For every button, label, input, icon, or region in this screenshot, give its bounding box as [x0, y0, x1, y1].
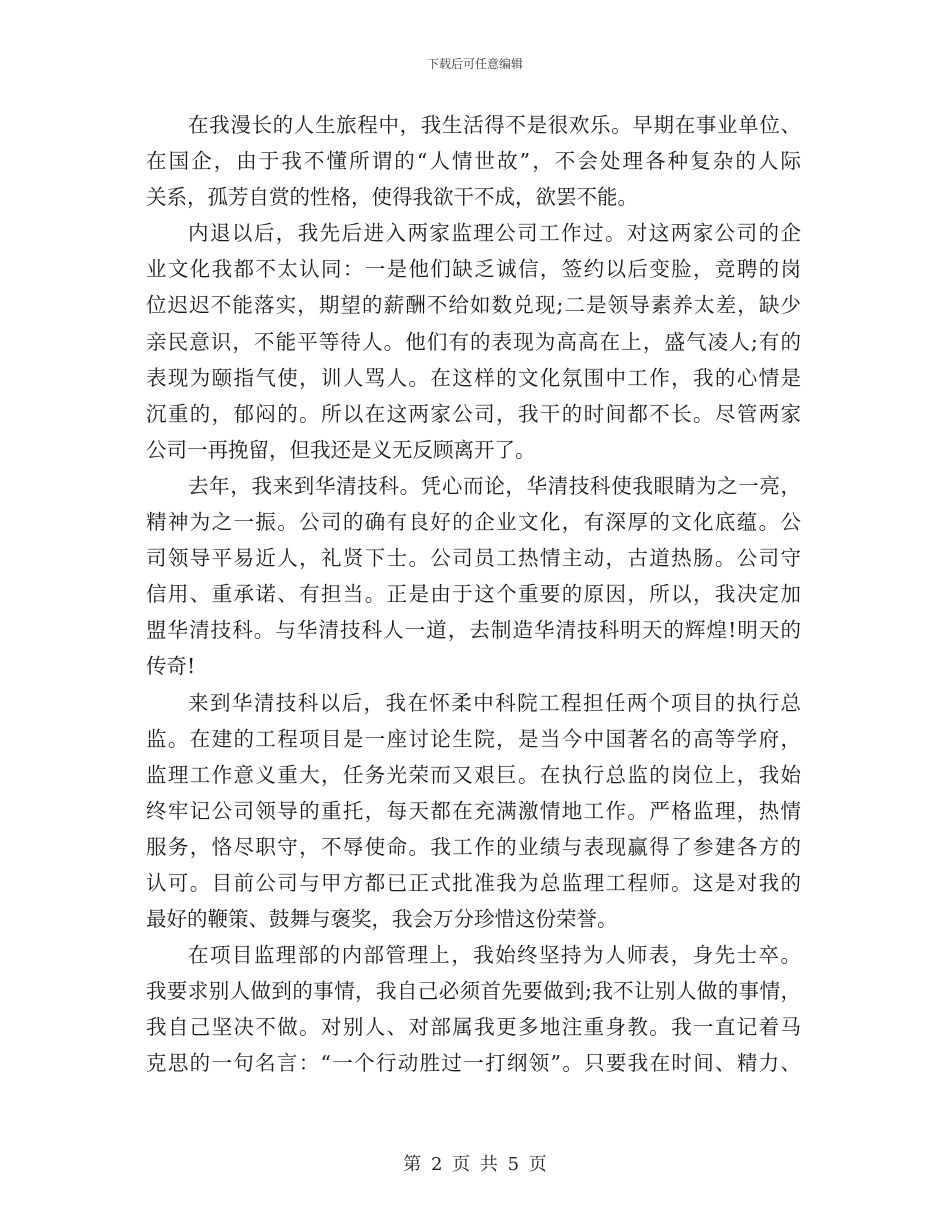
document-body	[146, 107, 801, 1082]
text-line: 关系，孤芳自赏的性格，使得我欲干不成，欲罢不能。	[146, 185, 638, 210]
text-line: 在我漫长的人生旅程中，我生活得不是很欢乐。早期在事业单位、	[188, 113, 801, 137]
text-line: 在国企，由于我不懂所谓的“人情世故”，不会处理各种复杂的人际	[146, 149, 801, 174]
text-line: 盟华清技科。与华清技科人一道，去制造华清技科明天的辉煌!明天的	[146, 618, 801, 643]
text-line: 监理工作意义重大，任务光荣而又艰巨。在执行总监的岗位上，我始	[146, 762, 801, 787]
text-line: 终牢记公司领导的重托，每天都在充满激情地工作。严格监理，热情	[146, 798, 801, 823]
text-line: 信用、重承诺、有担当。正是由于这个重要的原因，所以，我决定加	[146, 582, 801, 607]
page-header: 下载后可任意编辑	[426, 57, 523, 71]
text-line: 精神为之一振。公司的确有良好的企业文化，有深厚的文化底蕴。公	[146, 510, 801, 535]
text-line: 亲民意识，不能平等待人。他们有的表现为高高在上，盛气凌人;有的	[146, 329, 801, 354]
text-line: 在项目监理部的内部管理上，我始终坚持为人师表，身先士卒。	[188, 943, 801, 968]
text-line: 司领导平易近人，礼贤下士。公司员工热情主动，古道热肠。公司守	[146, 546, 801, 571]
text-line: 传奇!	[146, 654, 196, 679]
page-footer: 第 2 页 共 5 页	[403, 1154, 547, 1175]
text-line: 我要求别人做到的事情，我自己必须首先要做到;我不让别人做的事情，	[146, 979, 801, 1004]
text-line: 内退以后，我先后进入两家监理公司工作过。对这两家公司的企	[188, 221, 801, 246]
text-line: 业文化我都不太认同：一是他们缺乏诚信，签约以后变脸，竞聘的岗	[146, 257, 801, 282]
text-line: 克思的一句名言：“一个行动胜过一打纲领”。只要我在时间、精力、	[146, 1051, 801, 1076]
text-line: 最好的鞭策、鼓舞与褒奖，我会万分珍惜这份荣誉。	[146, 907, 618, 932]
text-line: 我自己坚决不做。对别人、对部属我更多地注重身教。我一直记着马	[146, 1015, 801, 1040]
text-line: 去年，我来到华清技科。凭心而论，华清技科使我眼睛为之一亮，	[188, 473, 801, 498]
text-line: 位迟迟不能落实，期望的薪酬不给如数兑现;二是领导素养太差，缺少	[146, 293, 801, 318]
text-line: 服务，恪尽职守，不辱使命。我工作的业绩与表现赢得了参建各方的	[146, 834, 801, 859]
text-line: 监。在建的工程项目是一座讨论生院，是当今中国著名的高等学府，	[146, 726, 801, 751]
text-line: 认可。目前公司与甲方都已正式批准我为总监理工程师。这是对我的	[146, 870, 801, 895]
text-line: 表现为颐指气使，训人骂人。在这样的文化氛围中工作，我的心情是	[146, 365, 801, 390]
text-line: 沉重的，郁闷的。所以在这两家公司，我干的时间都不长。尽管两家	[146, 401, 801, 426]
text-line: 来到华清技科以后，我在怀柔中科院工程担任两个项目的执行总	[188, 690, 801, 715]
text-line: 公司一再挽留，但我还是义无反顾离开了。	[146, 437, 536, 462]
